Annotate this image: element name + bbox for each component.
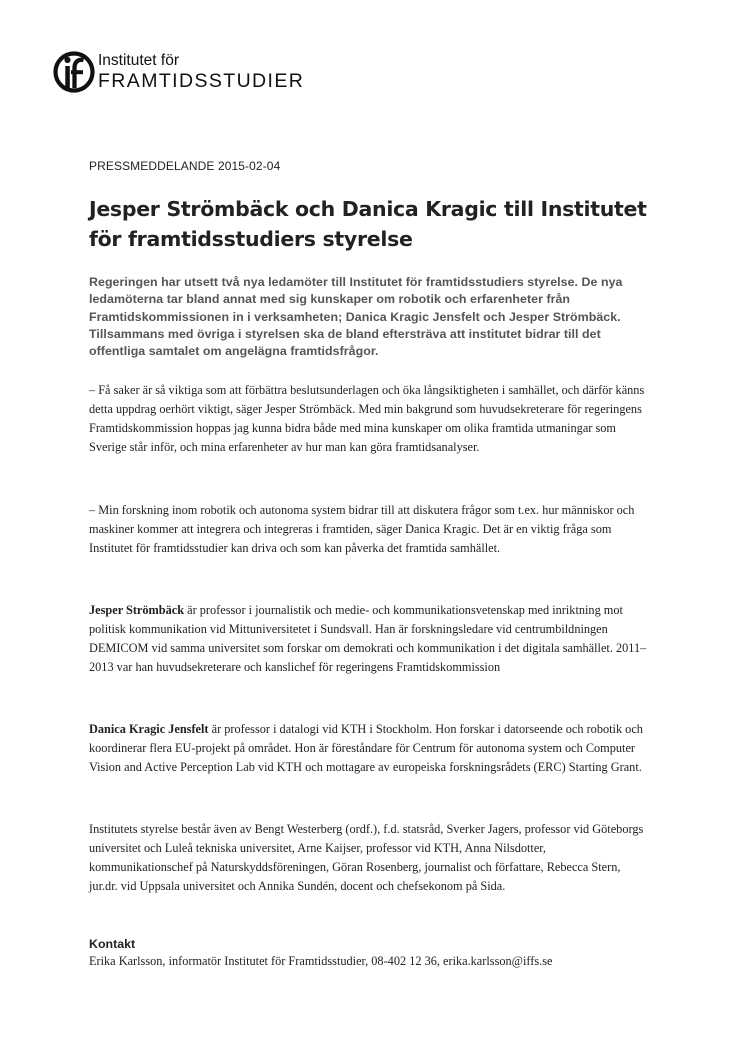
bio-text-kragic: är professor i datalogi vid KTH i Stockholm. Hon forskar i datorseende och robotik och koordinerar flera EU-projekt på området. Hon är föreståndare för Centrum för autonoma system och Computer Vision and Active Perception Lab vid KTH och mottagare av europeiska forskningsrådets (ERC) Starting Grant. [89, 722, 643, 775]
contact-details: Erika Karlsson, informatör Institutet för Framtidsstudier, 08-402 12 36, erika.karlsson@iffs.se [89, 954, 553, 968]
logo-line-1: Institutet för [98, 52, 179, 69]
logo [52, 44, 304, 100]
contact-heading: Kontakt [89, 937, 136, 951]
bio-name-strombaeck: Jesper Strömbäck [89, 603, 185, 617]
bio-paragraph-strombaeck [89, 601, 649, 677]
headline: Jesper Strömbäck och Danica Kragic till Institutet för framtidsstudiers styrelse [89, 197, 647, 251]
quote-paragraph-kragic: – Min forskning inom robotik och autonoma system bidrar till att diskutera frågor som t.ex. hur människor och maskiner kommer att integrera och integreras i framtiden, säger Danica Kragic. Det är en viktig fråga som Institutet för framtidsstudier kan driva och som kan påverka det framtida samhället. [89, 503, 635, 556]
bio-text-strombaeck: är professor i journalistik och medie- och kommunikationsvetenskap med inriktning mot politisk kommunikation vid Mittuniversitetet i Sundsvall. Han är forskningsledare vid centrumbildningen DEMICOM vid samma universitet som forskar om demokrati och kommunikation i det digitala samhället. 2011–2013 var han huvudsekreterare och kanslichef för regeringens Framtidskommission [89, 603, 647, 675]
bio-paragraph-kragic [89, 720, 649, 777]
iffs-logo-icon [52, 46, 96, 98]
press-release-dateline: PRESSMEDDELANDE 2015-02-04 [89, 159, 281, 173]
quote-paragraph-strombaeck: – Få saker är så viktiga som att förbättra beslutsunderlagen och öka långsiktigheten i samhället, och därför känns detta uppdrag oerhört viktigt, säger Jesper Strömbäck. Med min bakgrund som huvudsekreterare för regeringens Framtidskommission hoppas jag kunna bidra både med mina kunskaper om olika framtida utmaningar som Sverige står inför, och mina erfarenheter av hur man kan göra framtidsanalyser. [89, 383, 645, 455]
logo-wordmark [98, 53, 304, 91]
bio-name-kragic: Danica Kragic Jensfelt [89, 722, 209, 736]
lead-paragraph: Regeringen har utsett två nya ledamöter till Institutet för framtidsstudiers styrelse. De nya ledamöterna tar bland annat med sig kunskaper om robotik och erfarenheter från Framtidskommissionen in i verksamheten; Danica Kragic Jensfelt och Jesper Strömbäck. Tillsammans med övriga i styrelsen ska de bland eftersträva att institutet bidrar till det offentliga samtalet om angelägna framtidsfrågor. [89, 275, 623, 359]
logo-line-2: FRAMTIDSSTUDIER [98, 69, 305, 92]
board-paragraph: Institutets styrelse består även av Bengt Westerberg (ordf.), f.d. statsråd, Sverker Jagers, professor vid Göteborgs universitet och Luleå tekniska universitet, Arne Kaijser, professor vid KTH, Anna Nilsdotter, kommunikationschef på Naturskyddsföreningen, Göran Rosenberg, journalist och författare, Rebecca Stern, jur.dr. vid Uppsala universitet och Annika Sundén, docent och chefsekonom på Sida. [89, 822, 644, 894]
